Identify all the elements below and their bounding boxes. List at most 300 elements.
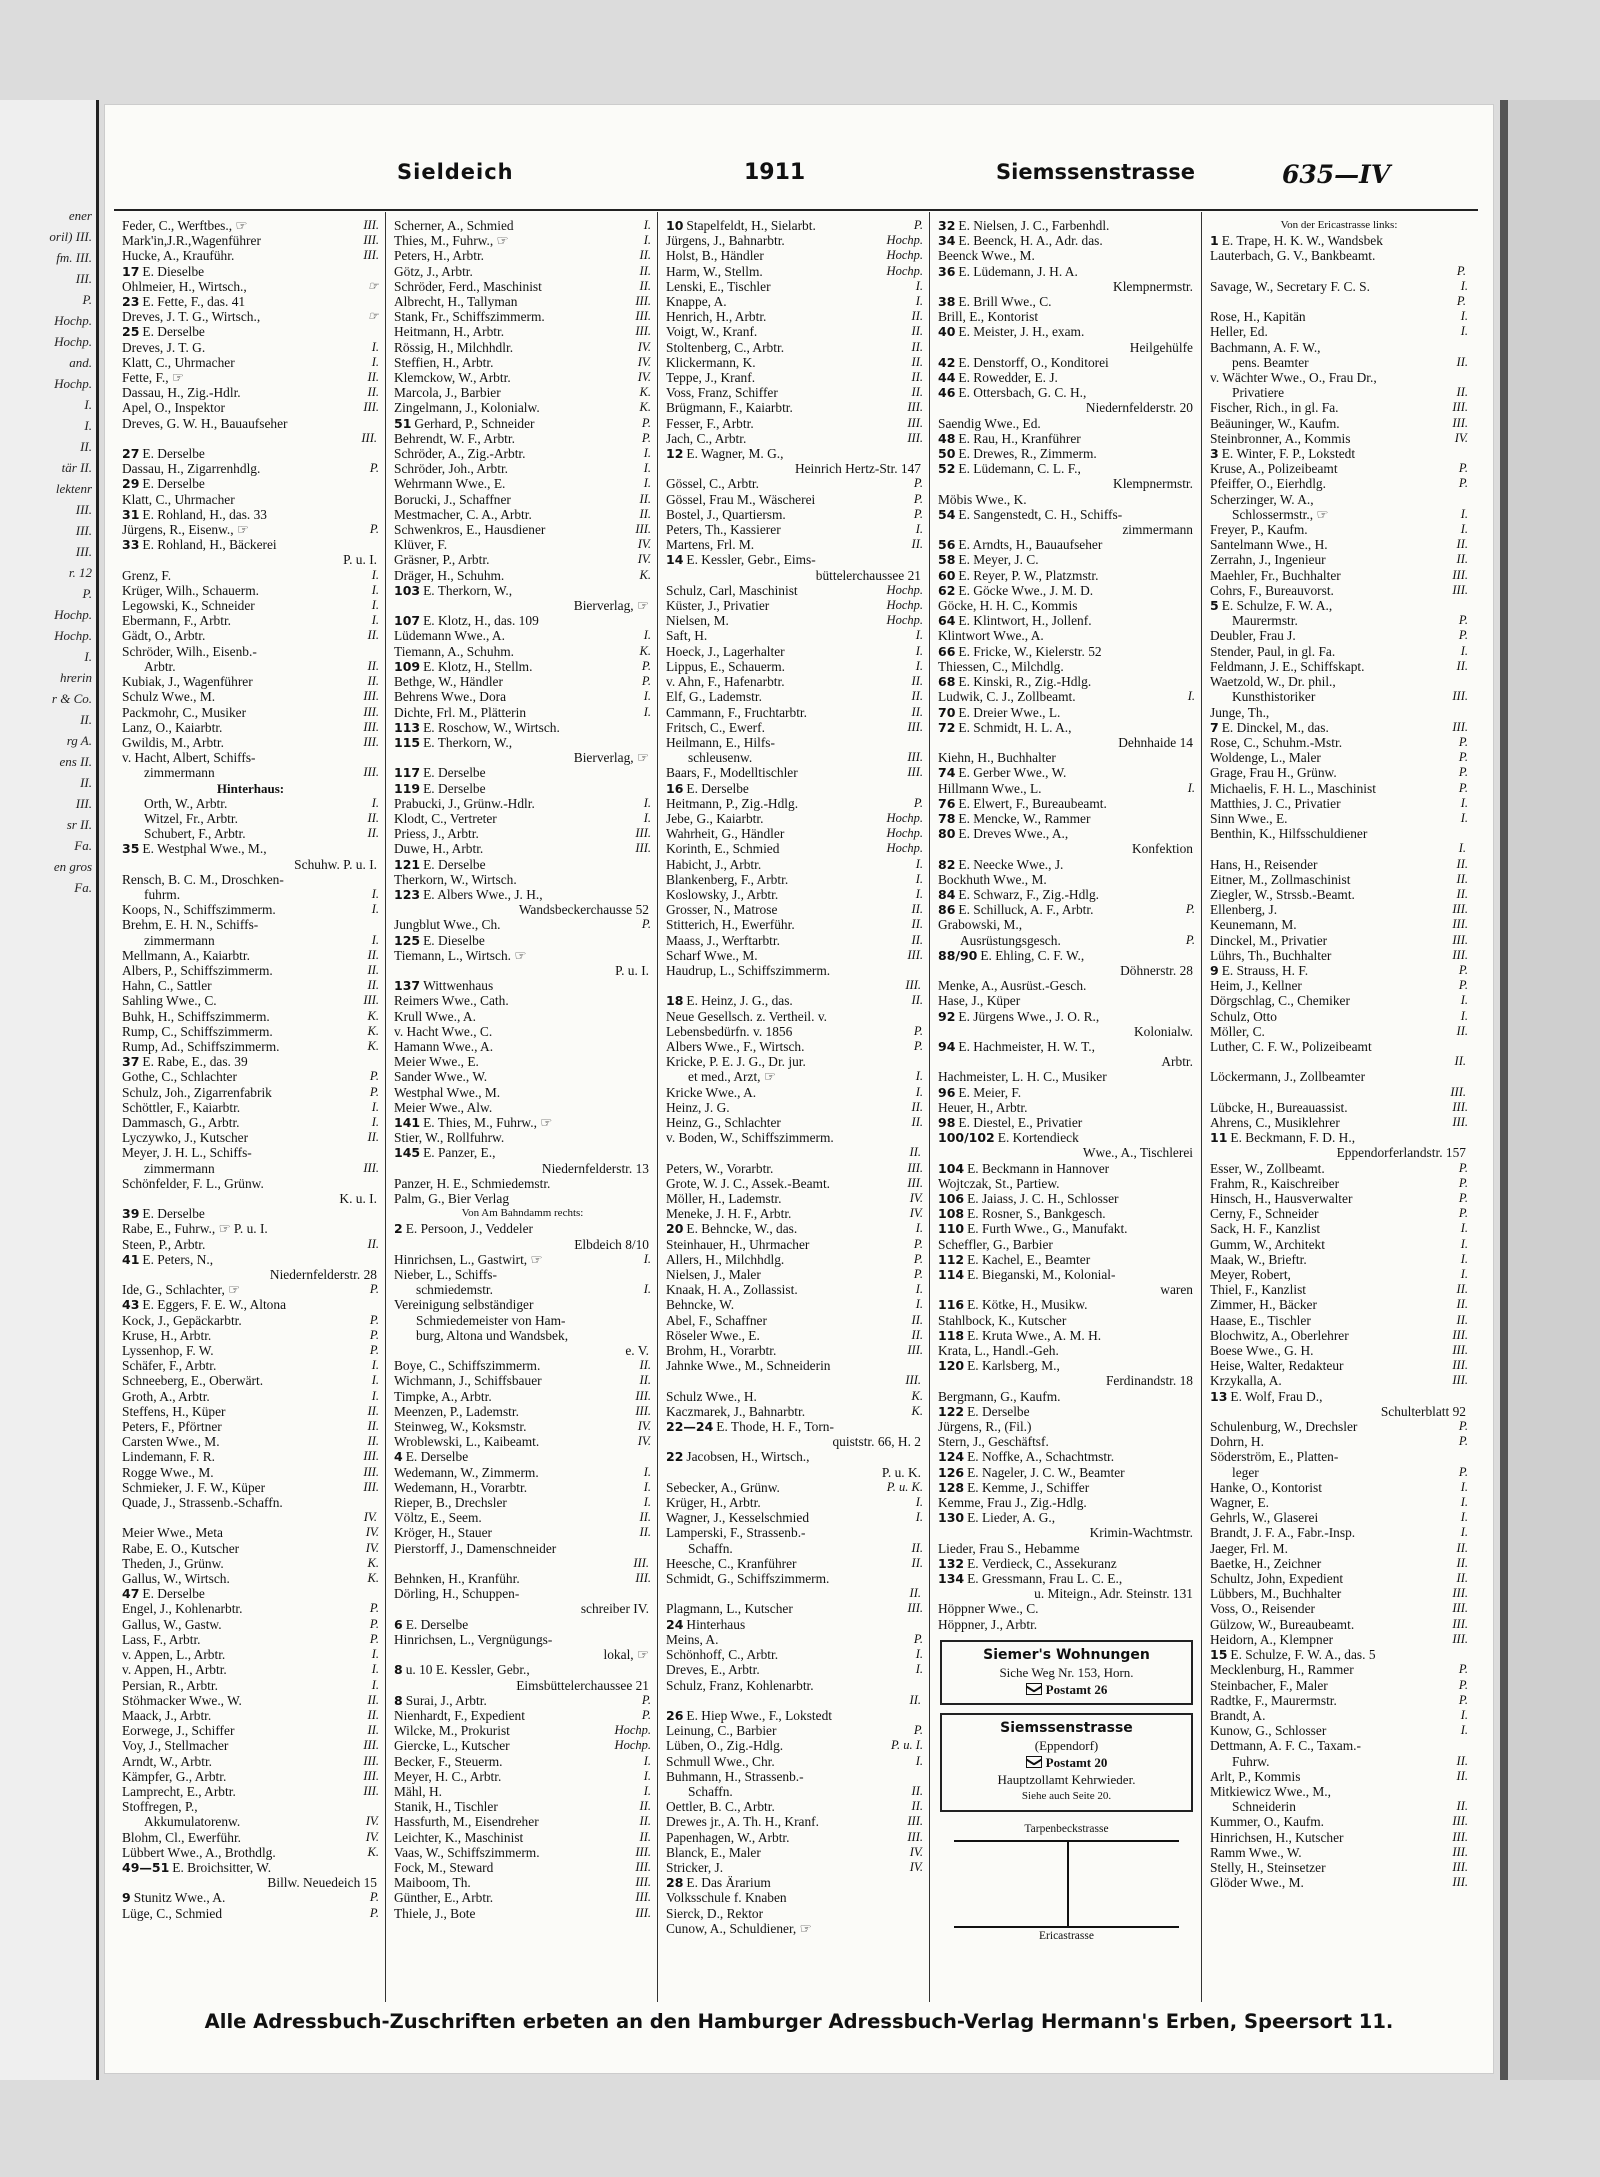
floor-marker: P. xyxy=(369,1069,379,1084)
entry-text: Rose, H., Kapitän xyxy=(1210,309,1306,325)
directory-entry xyxy=(1210,750,1468,765)
left-fragment-line: II. xyxy=(80,439,92,454)
floor-marker: I. xyxy=(643,218,651,232)
directory-entry xyxy=(122,1632,379,1647)
floor-marker: II. xyxy=(1456,1555,1468,1570)
entry-text: Heise, Walter, Redakteur xyxy=(1210,1358,1344,1374)
floor-marker: III. xyxy=(635,1875,651,1890)
floor-marker: III. xyxy=(1452,1631,1468,1646)
entry-text: E. Jaiass, J. C. H., Schlosser xyxy=(967,1191,1119,1206)
directory-entry xyxy=(394,476,651,491)
directory-entry xyxy=(394,1738,651,1753)
house-number: 25 xyxy=(122,324,140,340)
floor-marker: III. xyxy=(363,734,379,749)
floor-marker: Hochp. xyxy=(614,1723,651,1738)
entry-text: Saendig Wwe., Ed. xyxy=(938,415,1041,431)
entry-text: Tiemann, L., Wirtsch. ☞ xyxy=(394,947,527,963)
street-info-postamt-label: Postamt 20 xyxy=(1045,1754,1108,1770)
directory-entry xyxy=(394,1678,651,1693)
entry-text: Bachmann, A. F. W., xyxy=(1210,339,1321,355)
directory-entry xyxy=(666,370,923,385)
entry-text: Meier Wwe., Alw. xyxy=(394,1099,493,1115)
floor-marker: II. xyxy=(639,1510,651,1525)
entry-text: Schulz, Otto xyxy=(1210,1008,1277,1024)
entry-text: Palm, G., Bier Verlag xyxy=(394,1191,510,1206)
floor-marker: P. xyxy=(369,522,379,537)
directory-entry xyxy=(666,887,923,902)
entry-text: Steffens, H., Küper xyxy=(122,1403,226,1419)
directory-entry xyxy=(1210,1830,1468,1845)
directory-entry xyxy=(122,431,379,446)
directory-entry xyxy=(122,279,379,294)
directory-entry xyxy=(938,826,1195,841)
entry-text: schleusenw. xyxy=(688,750,753,766)
directory-entry xyxy=(938,446,1195,461)
entry-text: E. Peters, N., xyxy=(142,1251,214,1267)
house-number: 62 xyxy=(938,582,956,598)
entry-text: Cunow, A., Schuldiener, ☞ xyxy=(666,1920,812,1936)
directory-entry xyxy=(666,1054,923,1069)
directory-entry xyxy=(666,1784,923,1799)
directory-entry xyxy=(122,1449,379,1464)
directory-entry xyxy=(938,537,1195,552)
entry-text: v. Hacht, Albert, Schiffs- xyxy=(122,750,256,766)
directory-entry xyxy=(938,264,1195,279)
directory-entry xyxy=(122,1662,379,1677)
directory-entry xyxy=(122,963,379,978)
entry-text: Borucki, J., Schaffner xyxy=(394,491,511,507)
directory-entry xyxy=(1210,1069,1468,1084)
directory-entry xyxy=(666,1313,923,1328)
directory-entry xyxy=(938,1054,1195,1069)
directory-entry xyxy=(122,1313,379,1328)
floor-marker: K. xyxy=(367,1008,379,1023)
entry-text: Lenski, E., Tischler xyxy=(666,278,771,294)
directory-entry xyxy=(938,1267,1195,1282)
house-number: 108 xyxy=(938,1206,965,1222)
directory-entry xyxy=(938,689,1195,704)
directory-entry xyxy=(122,248,379,263)
entry-text: Krüger, Wilh., Schauerm. xyxy=(122,582,260,598)
floor-marker: I. xyxy=(915,856,923,871)
floor-marker: II. xyxy=(639,1814,651,1829)
entry-text: zimmermann xyxy=(144,765,215,781)
entry-text: Mitkiewicz Wwe., M., xyxy=(1210,1783,1331,1799)
entry-text: Nieber, L., Schiffs- xyxy=(394,1267,497,1283)
entry-text: E. Panzer, E., xyxy=(423,1145,496,1161)
entry-text: Michaelis, F. H. L., Maschinist xyxy=(1210,780,1376,796)
directory-entry xyxy=(122,857,379,872)
directory-entry xyxy=(666,1693,923,1708)
entry-text: Rogge Wwe., M. xyxy=(122,1464,214,1480)
directory-entry xyxy=(938,644,1195,659)
entry-text: Nielsen, M. xyxy=(666,613,729,629)
floor-marker: IV. xyxy=(637,552,651,567)
directory-entry xyxy=(666,248,923,263)
floor-marker: II. xyxy=(639,1799,651,1814)
directory-entry xyxy=(122,1069,379,1084)
floor-marker: I. xyxy=(371,1647,379,1662)
directory-entry xyxy=(938,1389,1195,1404)
entry-text: E. Karlsberg, M., xyxy=(967,1358,1060,1374)
directory-entry xyxy=(394,1784,651,1799)
entry-text: Hinrichsen, L., Gastwirt, ☞ xyxy=(394,1251,543,1267)
entry-text: Volksschule f. Knaben xyxy=(666,1890,787,1906)
house-number: 96 xyxy=(938,1084,956,1100)
entry-text: Schaffn. xyxy=(688,1540,733,1556)
directory-entry xyxy=(938,1617,1195,1632)
entry-text: Pierstorff, J., Damenschneider xyxy=(394,1540,557,1556)
entry-text: E. Rohland, H., Bäckerei xyxy=(142,537,277,553)
floor-marker: Hochp. xyxy=(886,233,923,248)
house-number: 6 xyxy=(394,1616,403,1632)
entry-text: v. Wächter Wwe., O., Frau Dr., xyxy=(1210,370,1377,386)
entry-text: Schönhoff, C., Arbtr. xyxy=(666,1647,779,1663)
floor-marker: Hochp. xyxy=(886,582,923,597)
directory-entry xyxy=(122,1586,379,1601)
entry-text: Dichte, Frl. M., Plätterin xyxy=(394,704,527,720)
directory-entry xyxy=(938,628,1195,643)
directory-entry xyxy=(394,324,651,339)
entry-text: Eppendorferlandstr. 157 xyxy=(1336,1145,1466,1161)
directory-entry xyxy=(938,857,1195,872)
entry-text: Maehler, Fr., Buchhalter xyxy=(1210,567,1341,583)
floor-marker: I. xyxy=(915,643,923,658)
directory-entry xyxy=(394,1237,651,1252)
house-number: 115 xyxy=(394,734,421,750)
street-info-see-also: Siehe auch Seite 20. xyxy=(1021,1789,1112,1802)
left-fragment-line: Hochp. xyxy=(54,376,92,391)
directory-entry xyxy=(1210,264,1468,279)
floor-marker: II. xyxy=(367,1236,379,1251)
house-number: 145 xyxy=(394,1145,421,1161)
directory-entry xyxy=(666,1206,923,1221)
entry-text: E. Das Ärarium xyxy=(686,1875,771,1891)
directory-entry xyxy=(666,507,923,522)
directory-entry xyxy=(1210,218,1468,233)
entry-text: Benthin, K., Hilfsschuldiener xyxy=(1210,826,1368,842)
entry-text: Rabe, E., Fuhrw., ☞ P. u. I. xyxy=(122,1221,268,1237)
entry-text: zimmermann xyxy=(144,1160,215,1176)
directory-entry xyxy=(666,826,923,841)
directory-entry xyxy=(666,1221,923,1236)
entry-text: Boye, C., Schiffszimmerm. xyxy=(394,1358,541,1374)
directory-entry xyxy=(666,750,923,765)
entry-text: Dohrn, H. xyxy=(1210,1434,1264,1450)
house-number: 2 xyxy=(394,1221,403,1237)
entry-text: Stender, Paul, in gl. Fa. xyxy=(1210,643,1336,659)
directory-entry xyxy=(122,1754,379,1769)
map-top-street: Tarpenbeckstrasse xyxy=(1024,1822,1109,1835)
directory-entry xyxy=(122,1647,379,1662)
house-number: 119 xyxy=(394,780,421,796)
entry-text: E. Schmidt, H. L. A., xyxy=(958,719,1072,735)
house-number: 84 xyxy=(938,886,956,902)
house-number: 43 xyxy=(122,1297,140,1313)
directory-entry xyxy=(666,1525,923,1540)
floor-marker: III. xyxy=(1452,1327,1468,1342)
entry-text: Maak, W., Brieftr. xyxy=(1210,1251,1307,1267)
entry-text: Behrendt, W. F., Arbtr. xyxy=(394,430,515,446)
directory-entry xyxy=(1210,1039,1468,1054)
directory-entry xyxy=(1210,613,1468,628)
directory-entry xyxy=(394,978,651,993)
directory-entry xyxy=(938,811,1195,826)
directory-entry xyxy=(938,796,1195,811)
entry-text: Gössel, Frau M., Wäscherei xyxy=(666,491,816,507)
entry-text: Sinn Wwe., E. xyxy=(1210,810,1288,826)
entry-text: Stern, J., Geschäftsf. xyxy=(938,1434,1049,1450)
street-info-customs: Hauptzollamt Kehrwieder. xyxy=(997,1771,1136,1787)
directory-entry xyxy=(394,248,651,263)
directory-entry xyxy=(938,1495,1195,1510)
entry-text: E. Meister, J. H., exam. xyxy=(958,324,1085,340)
entry-text: E. Rabe, E., das. 39 xyxy=(142,1054,248,1070)
entry-text: Witzel, Fr., Arbtr. xyxy=(144,810,238,826)
entry-text: Stelly, H., Steinsetzer xyxy=(1210,1859,1326,1875)
directory-entry xyxy=(1210,370,1468,385)
directory-entry xyxy=(1210,948,1468,963)
floor-marker: I. xyxy=(915,1753,923,1768)
entry-text: Wittwenhaus xyxy=(423,978,494,994)
left-fragment-line: I. xyxy=(84,649,92,664)
entry-text: Schwenkros, E., Hausdiener xyxy=(394,522,546,538)
directory-entry xyxy=(394,781,651,796)
directory-entry xyxy=(394,1906,651,1921)
entry-text: Heinz, G., Schlachter xyxy=(666,1114,781,1130)
entry-text: Brügmann, F., Kaiarbtr. xyxy=(666,400,793,416)
floor-marker: III. xyxy=(363,248,379,263)
entry-text: P. u. K. xyxy=(881,1464,921,1480)
entry-text: Möbis Wwe., K. xyxy=(938,491,1027,507)
directory-entry xyxy=(666,537,923,552)
floor-marker: I. xyxy=(371,1662,379,1677)
directory-entry xyxy=(122,309,379,324)
entry-text: Jürgens, R., (Fil.) xyxy=(938,1419,1032,1435)
entry-text: Maass, J., Werftarbtr. xyxy=(666,932,780,948)
house-number: 74 xyxy=(938,765,956,781)
floor-marker: II. xyxy=(367,1434,379,1449)
left-fragment-line: II. xyxy=(80,775,92,790)
entry-text: E. Klotz, H., das. 109 xyxy=(423,613,539,629)
directory-entry xyxy=(394,1358,651,1373)
directory-entry xyxy=(122,796,379,811)
directory-entry xyxy=(394,705,651,720)
entry-text: Jungblut Wwe., Ch. xyxy=(394,917,501,933)
directory-entry xyxy=(938,1434,1195,1449)
entry-text: Rose, C., Schuhm.-Mstr. xyxy=(1210,734,1343,750)
directory-entry xyxy=(666,659,923,674)
floor-marker: I. xyxy=(1460,810,1468,825)
directory-entry xyxy=(394,963,651,978)
floor-marker: P. xyxy=(913,506,923,521)
floor-marker: III. xyxy=(635,1905,651,1920)
entry-text: Behrens Wwe., Dora xyxy=(394,689,507,705)
floor-marker: II. xyxy=(1456,1753,1468,1768)
house-number: 34 xyxy=(938,233,956,249)
directory-entry xyxy=(938,841,1195,856)
directory-entry xyxy=(122,1830,379,1845)
floor-marker: II. xyxy=(367,1723,379,1738)
directory-entry xyxy=(1210,644,1468,659)
directory-entry xyxy=(122,264,379,279)
entry-text: Stitterich, H., Ewerführ. xyxy=(666,917,795,933)
directory-entry xyxy=(122,1814,379,1829)
directory-entry xyxy=(1210,1221,1468,1236)
house-number: 113 xyxy=(394,719,421,735)
directory-entry xyxy=(938,552,1195,567)
house-number: 41 xyxy=(122,1251,140,1267)
directory-entry xyxy=(1210,461,1468,476)
entry-text: Brill, E., Kontorist xyxy=(938,309,1039,325)
directory-entry xyxy=(394,1054,651,1069)
directory-entry xyxy=(394,1541,651,1556)
floor-marker: III. xyxy=(363,1783,379,1798)
entry-text: Heinrich Hertz-Str. 147 xyxy=(794,461,921,477)
directory-entry xyxy=(122,1054,379,1069)
floor-marker: II. xyxy=(367,810,379,825)
floor-marker: III. xyxy=(1452,1829,1468,1844)
floor-marker: I. xyxy=(371,1388,379,1403)
entry-text: Duwe, H., Arbtr. xyxy=(394,841,484,857)
directory-entry xyxy=(394,1860,651,1875)
directory-entry xyxy=(938,1419,1195,1434)
entry-text: E. Gressmann, Frau L. C. E., xyxy=(967,1571,1123,1587)
entry-text: Abel, F., Schaffner xyxy=(666,1312,767,1328)
entry-text: lokal, ☞ xyxy=(603,1647,649,1663)
directory-entry xyxy=(1210,689,1468,704)
entry-text: Schulz, Joh., Zigarrenfabrik xyxy=(122,1084,272,1100)
entry-text: Groth, A., Arbtr. xyxy=(122,1388,210,1404)
directory-entry xyxy=(666,492,923,507)
directory-entry xyxy=(394,1419,651,1434)
house-number: 78 xyxy=(938,810,956,826)
directory-entry xyxy=(666,1678,923,1693)
entry-text: Schaffn. xyxy=(688,1783,733,1799)
entry-text: Leinung, C., Barbier xyxy=(666,1723,777,1739)
entry-text: Becker, F., Steuerm. xyxy=(394,1753,503,1769)
floor-marker: II. xyxy=(639,248,651,263)
directory-entry xyxy=(394,872,651,887)
floor-marker: II. xyxy=(367,1130,379,1145)
left-fragment-line: tär II. xyxy=(61,460,92,475)
directory-entry xyxy=(122,1906,379,1921)
directory-entry xyxy=(1210,705,1468,720)
floor-marker: III. xyxy=(1452,1859,1468,1874)
directory-entry xyxy=(938,431,1195,446)
entry-text: Scherzinger, W. A., xyxy=(1210,491,1314,507)
directory-entry xyxy=(1210,1662,1468,1677)
house-number: 130 xyxy=(938,1510,965,1526)
entry-text: Stunitz Wwe., A. xyxy=(133,1890,226,1906)
entry-text: Lührs, Th., Buchhalter xyxy=(1210,947,1332,963)
floor-marker: II. xyxy=(639,506,651,521)
floor-marker: II. xyxy=(911,993,923,1008)
entry-text: Rössig, H., Milchhdlr. xyxy=(394,339,514,355)
floor-marker: II. xyxy=(1456,658,1468,673)
floor-marker: I. xyxy=(643,795,651,810)
floor-marker: II. xyxy=(911,1312,923,1327)
floor-marker: III. xyxy=(635,324,651,339)
entry-text: Stapelfeldt, H., Sielarbt. xyxy=(686,218,816,233)
entry-text: Krüger, H., Arbtr. xyxy=(666,1495,761,1511)
entry-text: E. Dinckel, M., das. xyxy=(1221,719,1329,735)
directory-entry xyxy=(122,1434,379,1449)
entry-text: Wedemann, W., Zimmerm. xyxy=(394,1464,539,1480)
directory-entry xyxy=(122,1176,379,1191)
entry-text: E. Reyer, P. W., Platzmstr. xyxy=(958,567,1099,583)
entry-text: Keunemann, M. xyxy=(1210,917,1297,933)
entry-text: Leichter, K., Maschinist xyxy=(394,1829,524,1845)
floor-marker: III. xyxy=(1452,1875,1468,1890)
directory-entry xyxy=(1210,507,1468,522)
entry-text: Lindemann, F. R. xyxy=(122,1449,216,1465)
entry-text: zimmermann xyxy=(1122,522,1193,538)
directory-entry xyxy=(394,735,651,750)
entry-text: Klickermann, K. xyxy=(666,354,756,370)
directory-entry xyxy=(938,1206,1195,1221)
house-number: 13 xyxy=(1210,1388,1228,1404)
house-number: 94 xyxy=(938,1038,956,1054)
entry-text: Luther, C. F. W., Polizeibeamt xyxy=(1210,1038,1372,1054)
directory-entry xyxy=(1210,1358,1468,1373)
directory-entry xyxy=(122,1085,379,1100)
directory-entry xyxy=(938,887,1195,902)
directory-entry xyxy=(394,1662,651,1677)
floor-marker: II. xyxy=(911,1099,923,1114)
entry-text: Gülzow, W., Bureaubeamt. xyxy=(1210,1616,1355,1632)
entry-text: Sierck, D., Rektor xyxy=(666,1905,764,1921)
entry-text: Wroblewski, L., Kaibeamt. xyxy=(394,1434,540,1450)
floor-marker: II. xyxy=(911,1783,923,1798)
floor-marker: K. xyxy=(911,1403,923,1418)
entry-text: Klodt, C., Vertreter xyxy=(394,810,497,826)
entry-text: Möller, H., Lademstr. xyxy=(666,1191,782,1206)
directory-entry xyxy=(1210,993,1468,1008)
directory-entry xyxy=(1210,522,1468,537)
entry-text: Dreves, G. W. H., Bauaufseher xyxy=(122,415,288,431)
entry-text: Albers, P., Schiffszimmerm. xyxy=(122,962,273,978)
floor-marker: II. xyxy=(1456,1297,1468,1312)
house-number: 47 xyxy=(122,1586,140,1602)
house-number: 137 xyxy=(394,978,421,994)
floor-marker: I. xyxy=(643,1479,651,1494)
directory-entry xyxy=(666,811,923,826)
entry-text: v. Appen, L., Arbtr. xyxy=(122,1647,226,1663)
floor-marker: I. xyxy=(643,1783,651,1798)
entry-text: Boese Wwe., G. H. xyxy=(1210,1343,1314,1359)
entry-text: Sebecker, A., Grünw. xyxy=(666,1479,780,1495)
floor-marker: P. xyxy=(369,1601,379,1616)
directory-entry xyxy=(666,476,923,491)
floor-marker: III. xyxy=(363,1753,379,1768)
floor-marker: I. xyxy=(915,1282,923,1297)
entry-text: Schneeberg, E., Oberwärt. xyxy=(122,1373,264,1389)
directory-entry xyxy=(394,1176,651,1191)
entry-text: Hinterhaus: xyxy=(216,780,285,796)
house-number: 44 xyxy=(938,370,956,386)
entry-text: Gothe, C., Schlachter xyxy=(122,1069,237,1085)
floor-marker: I. xyxy=(643,233,651,248)
entry-text: Stöhmacker Wwe., W. xyxy=(122,1692,242,1708)
floor-marker: I. xyxy=(643,1282,651,1297)
entry-text: Grage, Frau H., Grünw. xyxy=(1210,765,1337,781)
directory-entry xyxy=(122,1723,379,1738)
entry-text: E. Gerber Wwe., W. xyxy=(958,765,1067,781)
entry-text: Reimers Wwe., Cath. xyxy=(394,993,509,1009)
directory-entry xyxy=(666,1860,923,1875)
floor-marker: P. xyxy=(913,1251,923,1266)
